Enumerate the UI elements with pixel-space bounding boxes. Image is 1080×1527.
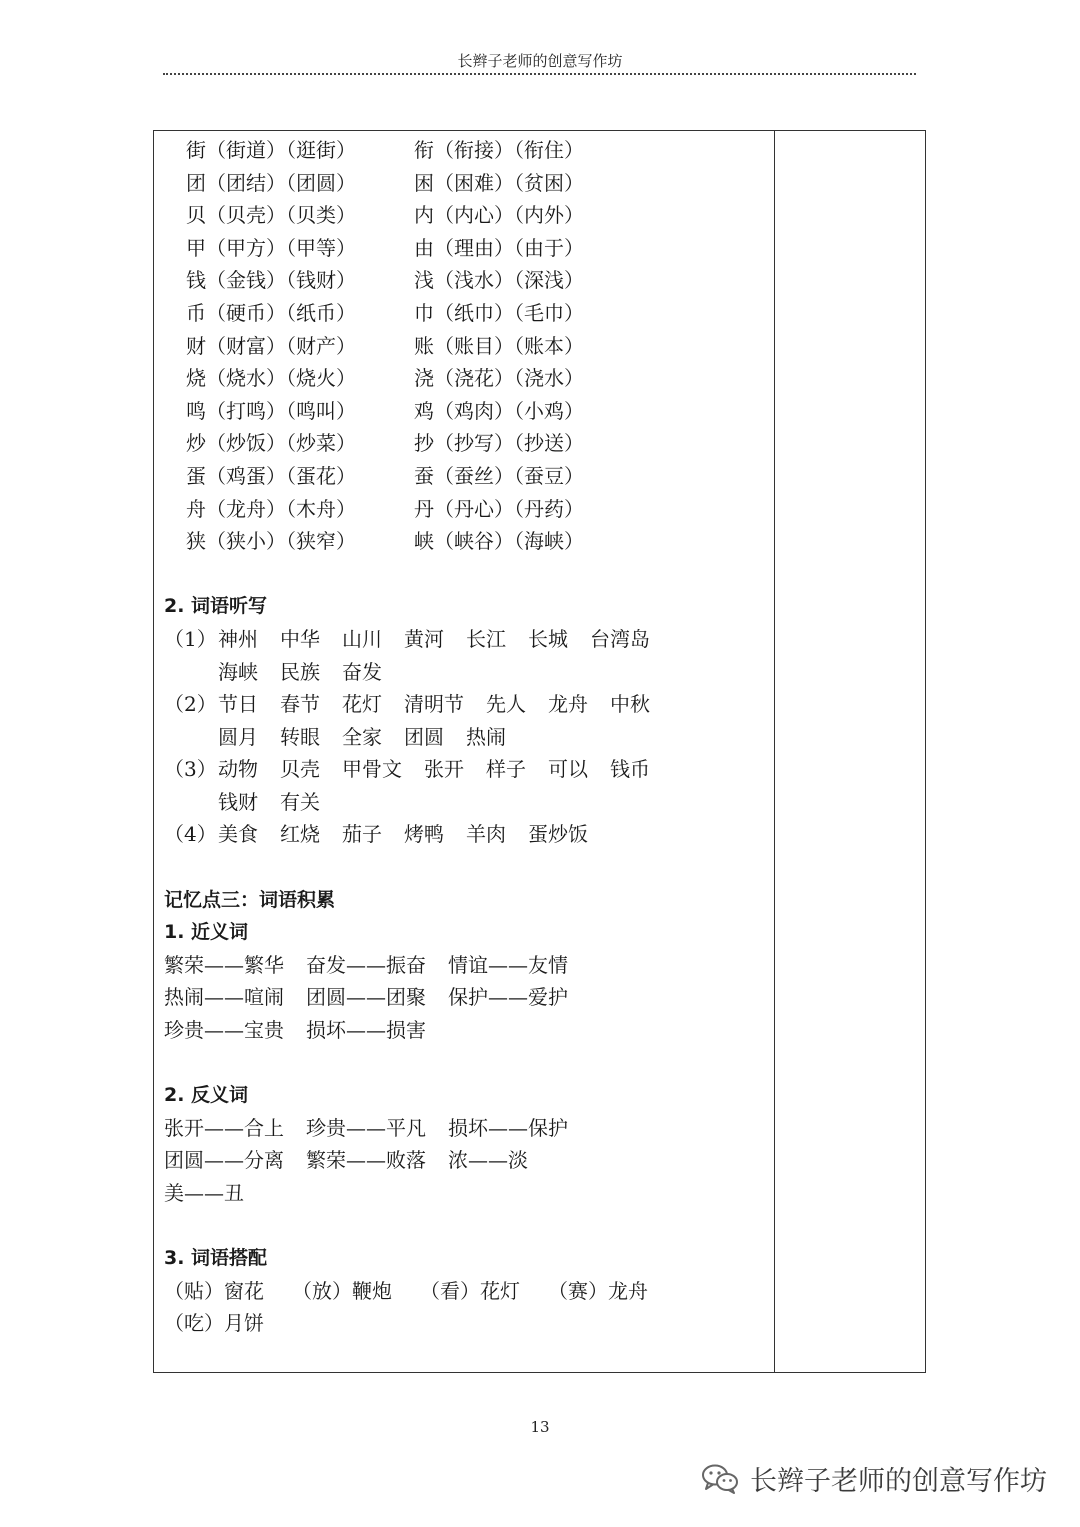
synonyms-list: [164, 949, 764, 1047]
char-pair-row: [164, 362, 764, 395]
dictation-word: 中华: [280, 626, 320, 651]
collocation: （放）鞭炮: [292, 1278, 392, 1303]
antonyms-heading: 2. 反义词: [164, 1084, 249, 1107]
char-pair-left: 财（财富）（财产）: [186, 333, 356, 358]
dictation-row: [164, 623, 764, 656]
dictation-word: 转眼: [280, 724, 320, 749]
watermark: [700, 1458, 1047, 1498]
dictation-number: （3）: [164, 757, 217, 782]
char-pair-left: 街（街道）（逛街）: [186, 138, 356, 162]
dictation-row-continued: [164, 786, 764, 819]
char-pair-left: 币（硬币）（纸币）: [186, 300, 356, 325]
dictation-row: [164, 688, 764, 721]
dictation-word: 样子: [486, 757, 526, 782]
antonym-pair: 团圆——分离: [164, 1148, 284, 1173]
dictation-word: 有关: [280, 789, 320, 814]
char-pair-right: 由（理由）（由于）: [414, 235, 584, 260]
dictation-word: 蛋炒饭: [528, 822, 588, 847]
synonym-pair-row: [164, 949, 764, 982]
char-pair-right: 账（账目）（账本）: [414, 333, 584, 358]
dictation-word: 可以: [548, 757, 588, 782]
collocation: （贴）窗花: [164, 1278, 264, 1303]
char-pair-right: 抄（抄写）（抄送）: [414, 431, 584, 456]
char-pair-row: [164, 525, 764, 558]
memory-title: 记忆点三：词语积累: [164, 888, 336, 911]
char-pair-right: 浇（浇花）（浇水）: [414, 366, 584, 391]
dictation-number: （2）: [164, 692, 217, 717]
antonym-pair: 张开——合上: [164, 1115, 284, 1140]
dictation-word: 茄子: [342, 822, 382, 847]
synonym-pair-row: [164, 1014, 764, 1047]
antonym-pair: 繁荣——败落: [306, 1148, 426, 1173]
char-pair-right: 困（困难）（贫困）: [414, 170, 584, 195]
collocations-list: [164, 1275, 764, 1340]
dictation-word: 先人: [486, 692, 526, 717]
char-pair-row: [164, 427, 764, 460]
dictation-word: 黄河: [404, 626, 444, 651]
char-pair-row: [164, 493, 764, 526]
dictation-word: 神州: [218, 626, 258, 651]
dictation-word: 红烧: [280, 822, 320, 847]
dictation-word: 甲骨文: [342, 757, 402, 782]
char-pair-left: 烧（烧水）（烧火）: [186, 366, 356, 391]
char-pair-right: 浅（浅水）（深浅）: [414, 268, 584, 293]
table-column-divider: [774, 130, 775, 1373]
dictation-word: 羊肉: [466, 822, 506, 847]
synonym-pair: 奋发——振奋: [306, 952, 426, 977]
synonym-pair: 繁荣——繁华: [164, 952, 284, 977]
antonym-pair-row: [164, 1112, 764, 1145]
dictation-word: 海峡: [218, 659, 258, 684]
char-pair-row: [164, 297, 764, 330]
dictation-list: [164, 623, 764, 851]
char-pair-left: 钱（金钱）（钱财）: [186, 268, 356, 293]
character-pairs-list: [164, 134, 764, 558]
collocation: （吃）月饼: [164, 1311, 264, 1336]
char-pair-right: 巾（纸巾）（毛巾）: [414, 300, 584, 325]
collocation-row: [164, 1307, 764, 1340]
char-pair-right: 内（内心）（内外）: [414, 203, 584, 228]
dictation-word: 团圆: [404, 724, 444, 749]
watermark-text: 长辫子老师的创意写作坊: [750, 1465, 1047, 1497]
header-divider: [163, 73, 916, 75]
page-number: 13: [530, 1418, 550, 1436]
dictation-word: 圆月: [218, 724, 258, 749]
char-pair-row: [164, 232, 764, 265]
dictation-word: 贝壳: [280, 757, 320, 782]
dictation-word: 钱财: [218, 789, 258, 814]
char-pair-right: 峡（峡谷）（海峡）: [414, 529, 584, 554]
dictation-word: 龙舟: [548, 692, 588, 717]
table-content: [164, 134, 764, 1340]
char-pair-right: 衔（衔接）（衔住）: [414, 138, 584, 162]
char-pair-left: 鸣（打鸣）（鸣叫）: [186, 398, 356, 423]
char-pair-left: 炒（炒饭）（炒菜）: [186, 431, 356, 456]
char-pair-row: [164, 460, 764, 493]
dictation-word: 清明节: [404, 692, 464, 717]
dictation-word: 钱币: [610, 757, 650, 782]
char-pair-left: 团（团结）（团圆）: [186, 170, 356, 195]
dictation-word: 烤鸭: [404, 822, 444, 847]
char-pair-right: 丹（丹心）（丹药）: [414, 496, 584, 521]
dictation-word: 全家: [342, 724, 382, 749]
synonym-pair: 珍贵——宝贵: [164, 1018, 284, 1043]
dictation-word: 花灯: [342, 692, 382, 717]
synonym-pair-row: [164, 981, 764, 1014]
char-pair-right: 鸡（鸡肉）（小鸡）: [414, 398, 584, 423]
antonym-pair: 损坏——保护: [448, 1115, 568, 1140]
antonym-pair: 珍贵——平凡: [306, 1115, 426, 1140]
char-pair-row: [164, 330, 764, 363]
dictation-heading: 2. 词语听写: [164, 595, 268, 618]
synonym-pair: 团圆——团聚: [306, 985, 426, 1010]
dictation-row-continued: [164, 721, 764, 754]
collocation-row: [164, 1275, 764, 1308]
antonyms-list: [164, 1112, 764, 1210]
wechat-icon: [700, 1462, 740, 1494]
char-pair-row: [164, 264, 764, 297]
dictation-number: （1）: [164, 626, 217, 651]
synonyms-heading: 1. 近义词: [164, 921, 249, 944]
dictation-word: 奋发: [342, 659, 382, 684]
char-pair-right: 蚕（蚕丝）（蚕豆）: [414, 463, 584, 488]
dictation-word: 民族: [280, 659, 320, 684]
dictation-row: [164, 818, 764, 851]
synonym-pair: 保护——爱护: [448, 985, 568, 1010]
char-pair-row: [164, 167, 764, 200]
dictation-word: 美食: [218, 822, 258, 847]
dictation-word: 中秋: [610, 692, 650, 717]
dictation-number: （4）: [164, 822, 217, 847]
antonym-pair: 浓——淡: [448, 1148, 528, 1173]
dictation-word: 春节: [280, 692, 320, 717]
collocation: （看）花灯: [420, 1278, 520, 1303]
synonym-pair: 热闹——喧闹: [164, 985, 284, 1010]
char-pair-left: 蛋（鸡蛋）（蛋花）: [186, 463, 356, 488]
antonym-pair-row: [164, 1144, 764, 1177]
char-pair-left: 贝（贝壳）（贝类）: [186, 203, 356, 228]
char-pair-left: 舟（龙舟）（木舟）: [186, 496, 356, 521]
antonym-pair-row: [164, 1177, 764, 1210]
synonym-pair: 情谊——友情: [448, 952, 568, 977]
dictation-word: 长江: [466, 626, 506, 651]
dictation-word: 动物: [218, 757, 258, 782]
char-pair-left: 甲（甲方）（甲等）: [186, 235, 356, 260]
collocation: （赛）龙舟: [548, 1278, 648, 1303]
dictation-row: [164, 753, 764, 786]
char-pair-left: 狭（狭小）（狭窄）: [186, 529, 356, 554]
char-pair-row: [164, 134, 764, 167]
dictation-word: 山川: [342, 626, 382, 651]
dictation-word: 长城: [528, 626, 568, 651]
page-header: 长辫子老师的创意写作坊: [457, 52, 623, 70]
dictation-word: 节日: [218, 692, 258, 717]
dictation-word: 台湾岛: [590, 626, 650, 651]
synonym-pair: 损坏——损害: [306, 1018, 426, 1043]
collocations-heading: 3. 词语搭配: [164, 1247, 268, 1270]
dictation-word: 热闹: [466, 724, 506, 749]
dictation-word: 张开: [424, 757, 464, 782]
dictation-row-continued: [164, 656, 764, 689]
antonym-pair: 美——丑: [164, 1181, 244, 1205]
char-pair-row: [164, 395, 764, 428]
char-pair-row: [164, 199, 764, 232]
